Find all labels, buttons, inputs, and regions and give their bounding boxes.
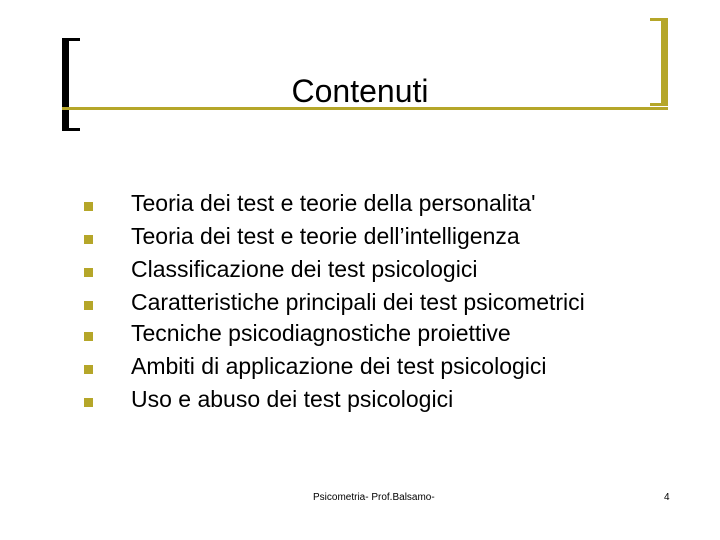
square-bullet-icon xyxy=(84,365,93,374)
bullet-list xyxy=(84,192,664,421)
page-number: 4 xyxy=(664,492,670,503)
square-bullet-icon xyxy=(84,268,93,277)
list-item-text: Teoria dei test e teorie della personalita' xyxy=(131,190,536,216)
list-item-text: Uso e abuso dei test psicologici xyxy=(131,386,454,412)
list-item xyxy=(84,291,664,314)
list-item xyxy=(84,322,664,345)
list-item xyxy=(84,355,664,378)
square-bullet-icon xyxy=(84,332,93,341)
list-item xyxy=(84,258,664,281)
list-item-text: Caratteristiche principali dei test psicometrici xyxy=(131,289,585,315)
list-item xyxy=(84,225,664,248)
square-bullet-icon xyxy=(84,301,93,310)
slide-title: Contenuti xyxy=(291,73,429,109)
list-item xyxy=(84,192,664,215)
square-bullet-icon xyxy=(84,202,93,211)
list-item-text: Classificazione dei test psicologici xyxy=(131,256,478,282)
square-bullet-icon xyxy=(84,398,93,407)
list-item-text: Tecniche psicodiagnostiche proiettive xyxy=(131,320,511,346)
footer-text: Psicometria- Prof.Balsamo- xyxy=(313,492,435,503)
list-item-text: Teoria dei test e teorie dell’intelligenza xyxy=(131,223,520,249)
list-item-text: Ambiti di applicazione dei test psicologici xyxy=(131,353,547,379)
list-item xyxy=(84,388,664,411)
square-bullet-icon xyxy=(84,235,93,244)
